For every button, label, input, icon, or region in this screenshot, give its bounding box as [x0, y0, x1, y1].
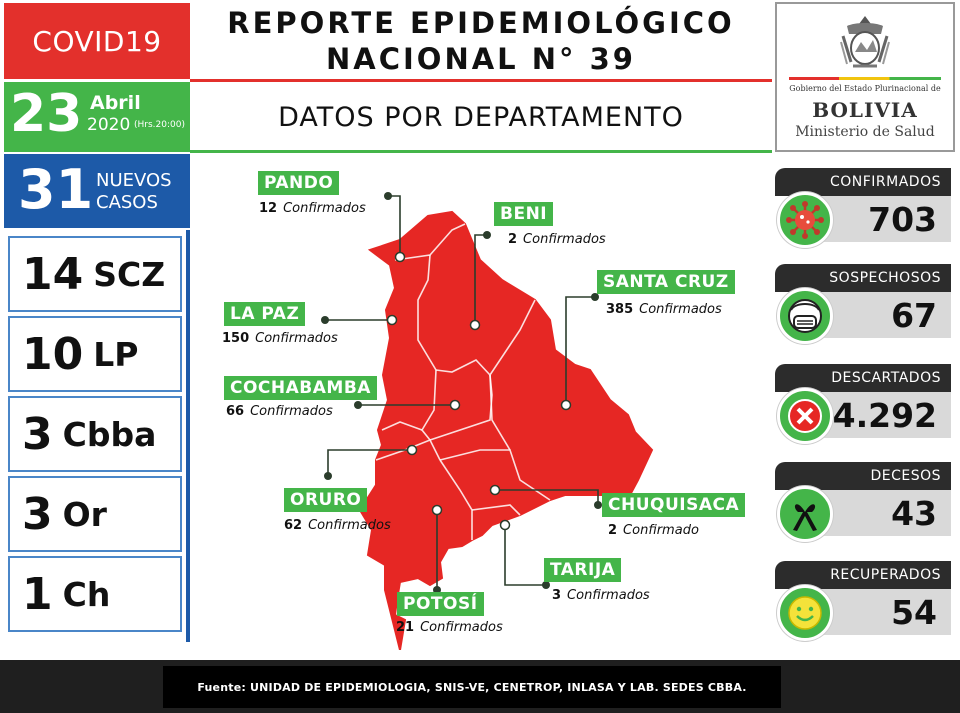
dept-name-chuquisaca: CHUQUISACA	[602, 493, 745, 517]
dept-new-count: 3	[22, 408, 53, 460]
dept-new-code: LP	[93, 334, 139, 374]
marker-tarija	[501, 521, 510, 530]
new-cases-label-line2: CASOS	[96, 192, 158, 213]
dept-name-pando: PANDO	[258, 171, 339, 195]
dept-count: 62	[284, 518, 303, 533]
dept-count-label: Confirmados	[255, 331, 338, 346]
dept-new-count: 3	[22, 488, 53, 540]
dept-name-potosi: POTOSÍ	[397, 592, 484, 616]
dept-count: 150	[222, 331, 250, 346]
stat-value: 4.292	[811, 392, 951, 438]
stat-label: DECESOS	[775, 462, 951, 490]
logo-country: BOLIVIA	[812, 98, 918, 122]
dept-count: 66	[226, 404, 245, 419]
face-mask-icon	[777, 288, 833, 344]
dept-name-cochabamba: COCHABAMBA	[224, 376, 377, 400]
dept-new-count: 1	[22, 568, 53, 620]
dept-count: 3	[552, 588, 562, 603]
mourning-ribbon-icon	[777, 486, 833, 542]
covid19-label: COVID19	[32, 24, 162, 58]
dept-confirmed-la-paz	[222, 331, 338, 346]
date-month: Abril	[90, 92, 141, 114]
date-year: 2020	[87, 115, 131, 135]
smiley-icon	[777, 585, 833, 641]
dept-name-la-paz: LA PAZ	[224, 302, 305, 326]
marker-cochabamba	[451, 401, 460, 410]
stat-value: 703	[811, 196, 951, 242]
dept-count-label: Confirmados	[523, 232, 606, 247]
marker-la-paz	[388, 316, 397, 325]
dept-confirmed-santa-cruz	[606, 302, 722, 317]
dept-new-count: 14	[22, 248, 84, 300]
dept-new-code: Or	[62, 494, 107, 534]
stat-label: DESCARTADOS	[775, 364, 951, 392]
dept-count-label: Confirmados	[639, 302, 722, 317]
dept-confirmed-chuquisaca	[608, 523, 699, 538]
ministry-logo	[775, 2, 955, 152]
dept-confirmed-beni	[508, 232, 606, 247]
marker-santa-cruz	[562, 401, 571, 410]
date-hours: (Hrs.20:00)	[134, 120, 185, 130]
dept-count-label: Confirmados	[420, 620, 503, 635]
dept-new-row	[8, 236, 182, 312]
virus-icon	[777, 192, 833, 248]
dept-count-label: Confirmados	[250, 404, 333, 419]
stat-recuperados	[775, 561, 953, 649]
dept-new-row	[8, 396, 182, 472]
dept-count-label: Confirmado	[623, 523, 699, 538]
dept-new-code: Cbba	[62, 414, 157, 454]
stat-sospechosos	[775, 264, 953, 352]
dept-new-code: Ch	[62, 574, 111, 614]
logo-government-text: Gobierno del Estado Plurinacional de	[789, 84, 941, 93]
dept-confirmed-pando	[259, 201, 366, 216]
stat-confirmados	[775, 168, 953, 256]
dept-name-oruro: ORURO	[284, 488, 367, 512]
stat-label: RECUPERADOS	[775, 561, 951, 589]
header-divider-red	[190, 79, 772, 82]
marker-beni	[471, 321, 480, 330]
dept-name-santa-cruz: SANTA CRUZ	[597, 270, 735, 294]
dept-count-label: Confirmados	[283, 201, 366, 216]
dept-new-row	[8, 476, 182, 552]
dept-confirmed-cochabamba	[226, 404, 333, 419]
dept-new-row	[8, 556, 182, 632]
dept-new-count: 10	[22, 328, 84, 380]
title-line-2: NACIONAL N° 39	[326, 42, 636, 76]
date-day: 23	[10, 84, 83, 144]
dept-new-code: SCZ	[93, 254, 166, 294]
dept-count: 2	[608, 523, 618, 538]
dept-confirmed-tarija	[552, 588, 650, 603]
stat-value: 54	[811, 589, 951, 635]
new-cases-label-line1: NUEVOS	[96, 170, 172, 191]
new-cases-by-department	[4, 230, 190, 642]
new-cases-box	[4, 154, 190, 228]
dept-confirmed-oruro	[284, 518, 391, 533]
covid19-banner	[4, 3, 190, 79]
stat-value: 43	[811, 490, 951, 536]
x-circle-icon	[777, 388, 833, 444]
dept-name-tarija: TARIJA	[544, 558, 621, 582]
dept-count: 21	[396, 620, 415, 635]
stat-value: 67	[811, 292, 951, 338]
logo-ministry: Ministerio de Salud	[795, 124, 935, 140]
dept-count-label: Confirmados	[308, 518, 391, 533]
footer-source: Fuente: UNIDAD DE EPIDEMIOLOGIA, SNIS-VE, CENETROP, INLASA Y LAB. SEDES CBBA.	[163, 666, 781, 708]
marker-potosi	[433, 506, 442, 515]
coat-of-arms-icon	[837, 12, 893, 74]
stat-descartados	[775, 364, 953, 452]
dept-name-beni: BENI	[494, 202, 553, 226]
title-line-1: REPORTE EPIDEMIOLÓGICO	[227, 6, 735, 40]
dept-count: 2	[508, 232, 518, 247]
dept-new-row	[8, 316, 182, 392]
stat-label: SOSPECHOSOS	[775, 264, 951, 292]
header-divider-green	[190, 150, 772, 153]
stat-decesos	[775, 462, 953, 550]
marker-pando	[396, 253, 405, 262]
new-cases-label	[96, 170, 172, 214]
report-subtitle: DATOS POR DEPARTAMENTO	[278, 101, 684, 133]
marker-chuquisaca	[491, 486, 500, 495]
dept-count: 12	[259, 201, 278, 216]
report-date	[4, 82, 190, 152]
dept-count: 385	[606, 302, 634, 317]
dept-count-label: Confirmados	[567, 588, 650, 603]
marker-oruro	[408, 446, 417, 455]
stat-label: CONFIRMADOS	[775, 168, 951, 196]
dept-confirmed-potosi	[396, 620, 503, 635]
report-title	[190, 3, 772, 79]
flag-stripe	[789, 77, 941, 80]
new-cases-count: 31	[18, 158, 94, 221]
